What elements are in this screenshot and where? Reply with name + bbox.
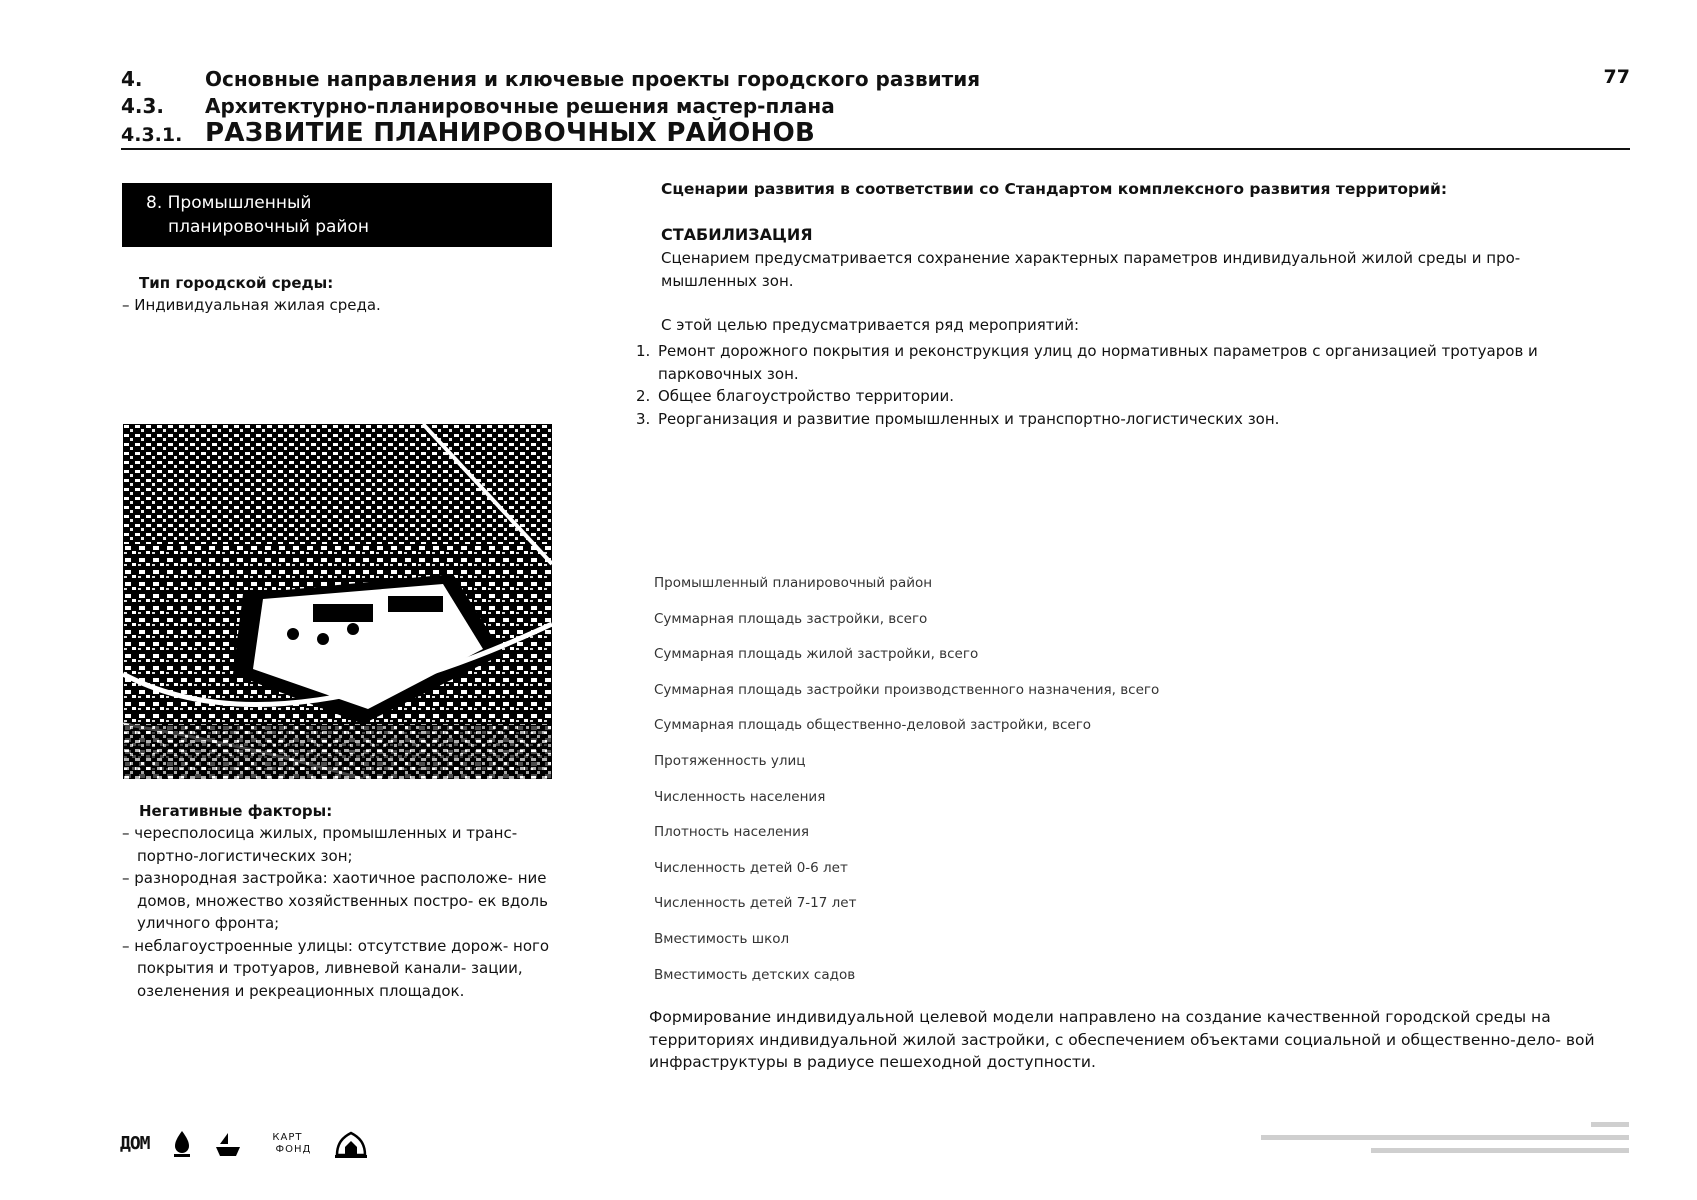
negative-factors-title: Негативные факторы: — [139, 802, 333, 820]
measure-item — [636, 385, 1626, 408]
parameters-list — [654, 572, 1514, 999]
scenarios-heading: Сценарии развития в соответствии со Стандартом комплексного развития территорий: — [661, 180, 1448, 198]
environment-title: Тип городской среды: — [139, 274, 334, 292]
drop-emblem-icon — [172, 1129, 192, 1159]
negative-factor-item: – разнородная застройка: хаотичное расположе- ние домов, множество хозяйственных постро- ек вдоль уличного фронта; — [122, 867, 567, 935]
page-number: 77 — [1603, 66, 1630, 88]
measure-text: Реорганизация и развитие промышленных и транспортно-логистических зон. — [658, 409, 1280, 428]
section-header — [121, 66, 1630, 149]
chapter-number: 4. — [121, 67, 143, 91]
aerial-photo — [123, 424, 552, 779]
kf-logo — [264, 1132, 312, 1156]
header-row-chapter — [121, 66, 1630, 93]
section-number: 4.3. — [121, 94, 165, 118]
parameter-label: Суммарная площадь застройки производственного назначения, всего — [654, 681, 1160, 698]
dom-logo — [120, 1133, 150, 1154]
parameter-label: Численность населения — [654, 788, 826, 805]
measure-number: 3. — [636, 409, 651, 428]
kf-logo-bottom: ФОНД — [275, 1144, 312, 1155]
header-row-section — [121, 93, 1630, 120]
measure-text: Общее благоустройство территории. — [658, 387, 955, 405]
negative-factor-item: – чересполосица жилых, промышленных и транс- портно-логистических зон; — [122, 822, 567, 867]
environment-type — [122, 272, 562, 316]
dom-logo-text: ДОМ — [120, 1133, 150, 1154]
measure-item — [636, 408, 1626, 431]
measure-number: 2. — [636, 387, 651, 405]
parameter-label: Суммарная площадь застройки, всего — [654, 610, 928, 627]
district-title-line2: планировочный район — [168, 217, 369, 237]
district-title-box — [122, 183, 552, 247]
measures-list — [636, 340, 1626, 430]
parameter-label: Численность детей 7-17 лет — [654, 895, 857, 912]
measure-text: Ремонт дорожного покрытия и реконструкция улиц до нормативных параметров с организацией тротуаров и парковочных зон. — [658, 342, 1538, 383]
environment-item: – Индивидуальная жилая среда. — [122, 296, 381, 314]
footer-faint-text-icon — [1251, 1120, 1631, 1160]
boat-emblem-icon — [214, 1130, 242, 1158]
header-divider — [121, 148, 1630, 150]
header-row-subsection — [121, 120, 1630, 149]
stabilization-text: Сценарием предусматривается сохранение характерных параметров индивидуальной жилой среды и про- мышленных зон. — [661, 249, 1521, 290]
parameter-label: Протяженность улиц — [654, 752, 806, 769]
measure-number: 1. — [636, 342, 651, 360]
parameter-label: Промышленный планировочный район — [654, 575, 933, 591]
stabilization-title: СТАБИЛИЗАЦИЯ — [661, 225, 813, 244]
measures-intro: С этой целью предусматривается ряд мероприятий: — [661, 316, 1080, 334]
subsection-title: РАЗВИТИЕ ПЛАНИРОВОЧНЫХ РАЙОНОВ — [205, 118, 816, 148]
negative-factors — [122, 800, 567, 1002]
parameter-label: Численность детей 0-6 лет — [654, 859, 848, 876]
stabilization-block — [661, 223, 1621, 337]
chapter-title: Основные направления и ключевые проекты городского развития — [205, 67, 981, 91]
district-title-line1: 8. Промышленный — [146, 193, 312, 213]
partner-logos — [120, 1126, 391, 1162]
footer-note — [1211, 1120, 1631, 1164]
section-title: Архитектурно-планировочные решения мастер-плана — [205, 94, 835, 118]
negative-factor-item: – неблагоустроенные улицы: отсутствие дорож- ного покрытия и тротуаров, ливневой канали- зации, озеленения и рекреационных площадок. — [122, 935, 567, 1003]
parameter-label: Вместимость школ — [654, 930, 790, 947]
measure-item — [636, 340, 1626, 385]
negative-factors-list — [122, 822, 567, 1002]
aerial-photo-image — [123, 424, 552, 779]
parameter-label: Суммарная площадь жилой застройки, всего — [654, 646, 979, 663]
parameter-label: Суммарная площадь общественно-деловой застройки, всего — [654, 717, 1092, 734]
parameter-label: Вместимость детских садов — [654, 966, 856, 983]
subsection-number: 4.3.1. — [121, 124, 183, 146]
kf-logo-top: КАРТ — [272, 1132, 303, 1143]
parameter-label: Плотность населения — [654, 824, 810, 841]
crown-emblem-icon — [333, 1129, 369, 1159]
closing-paragraph: Формирование индивидуальной целевой модели направлено на создание качественной городской среды на территориях индивидуальной жилой застройки, с обеспечением объектами социальной и общественно-дело- вой инфраструктуры в радиусе пешеходной доступности. — [649, 1008, 1595, 1071]
